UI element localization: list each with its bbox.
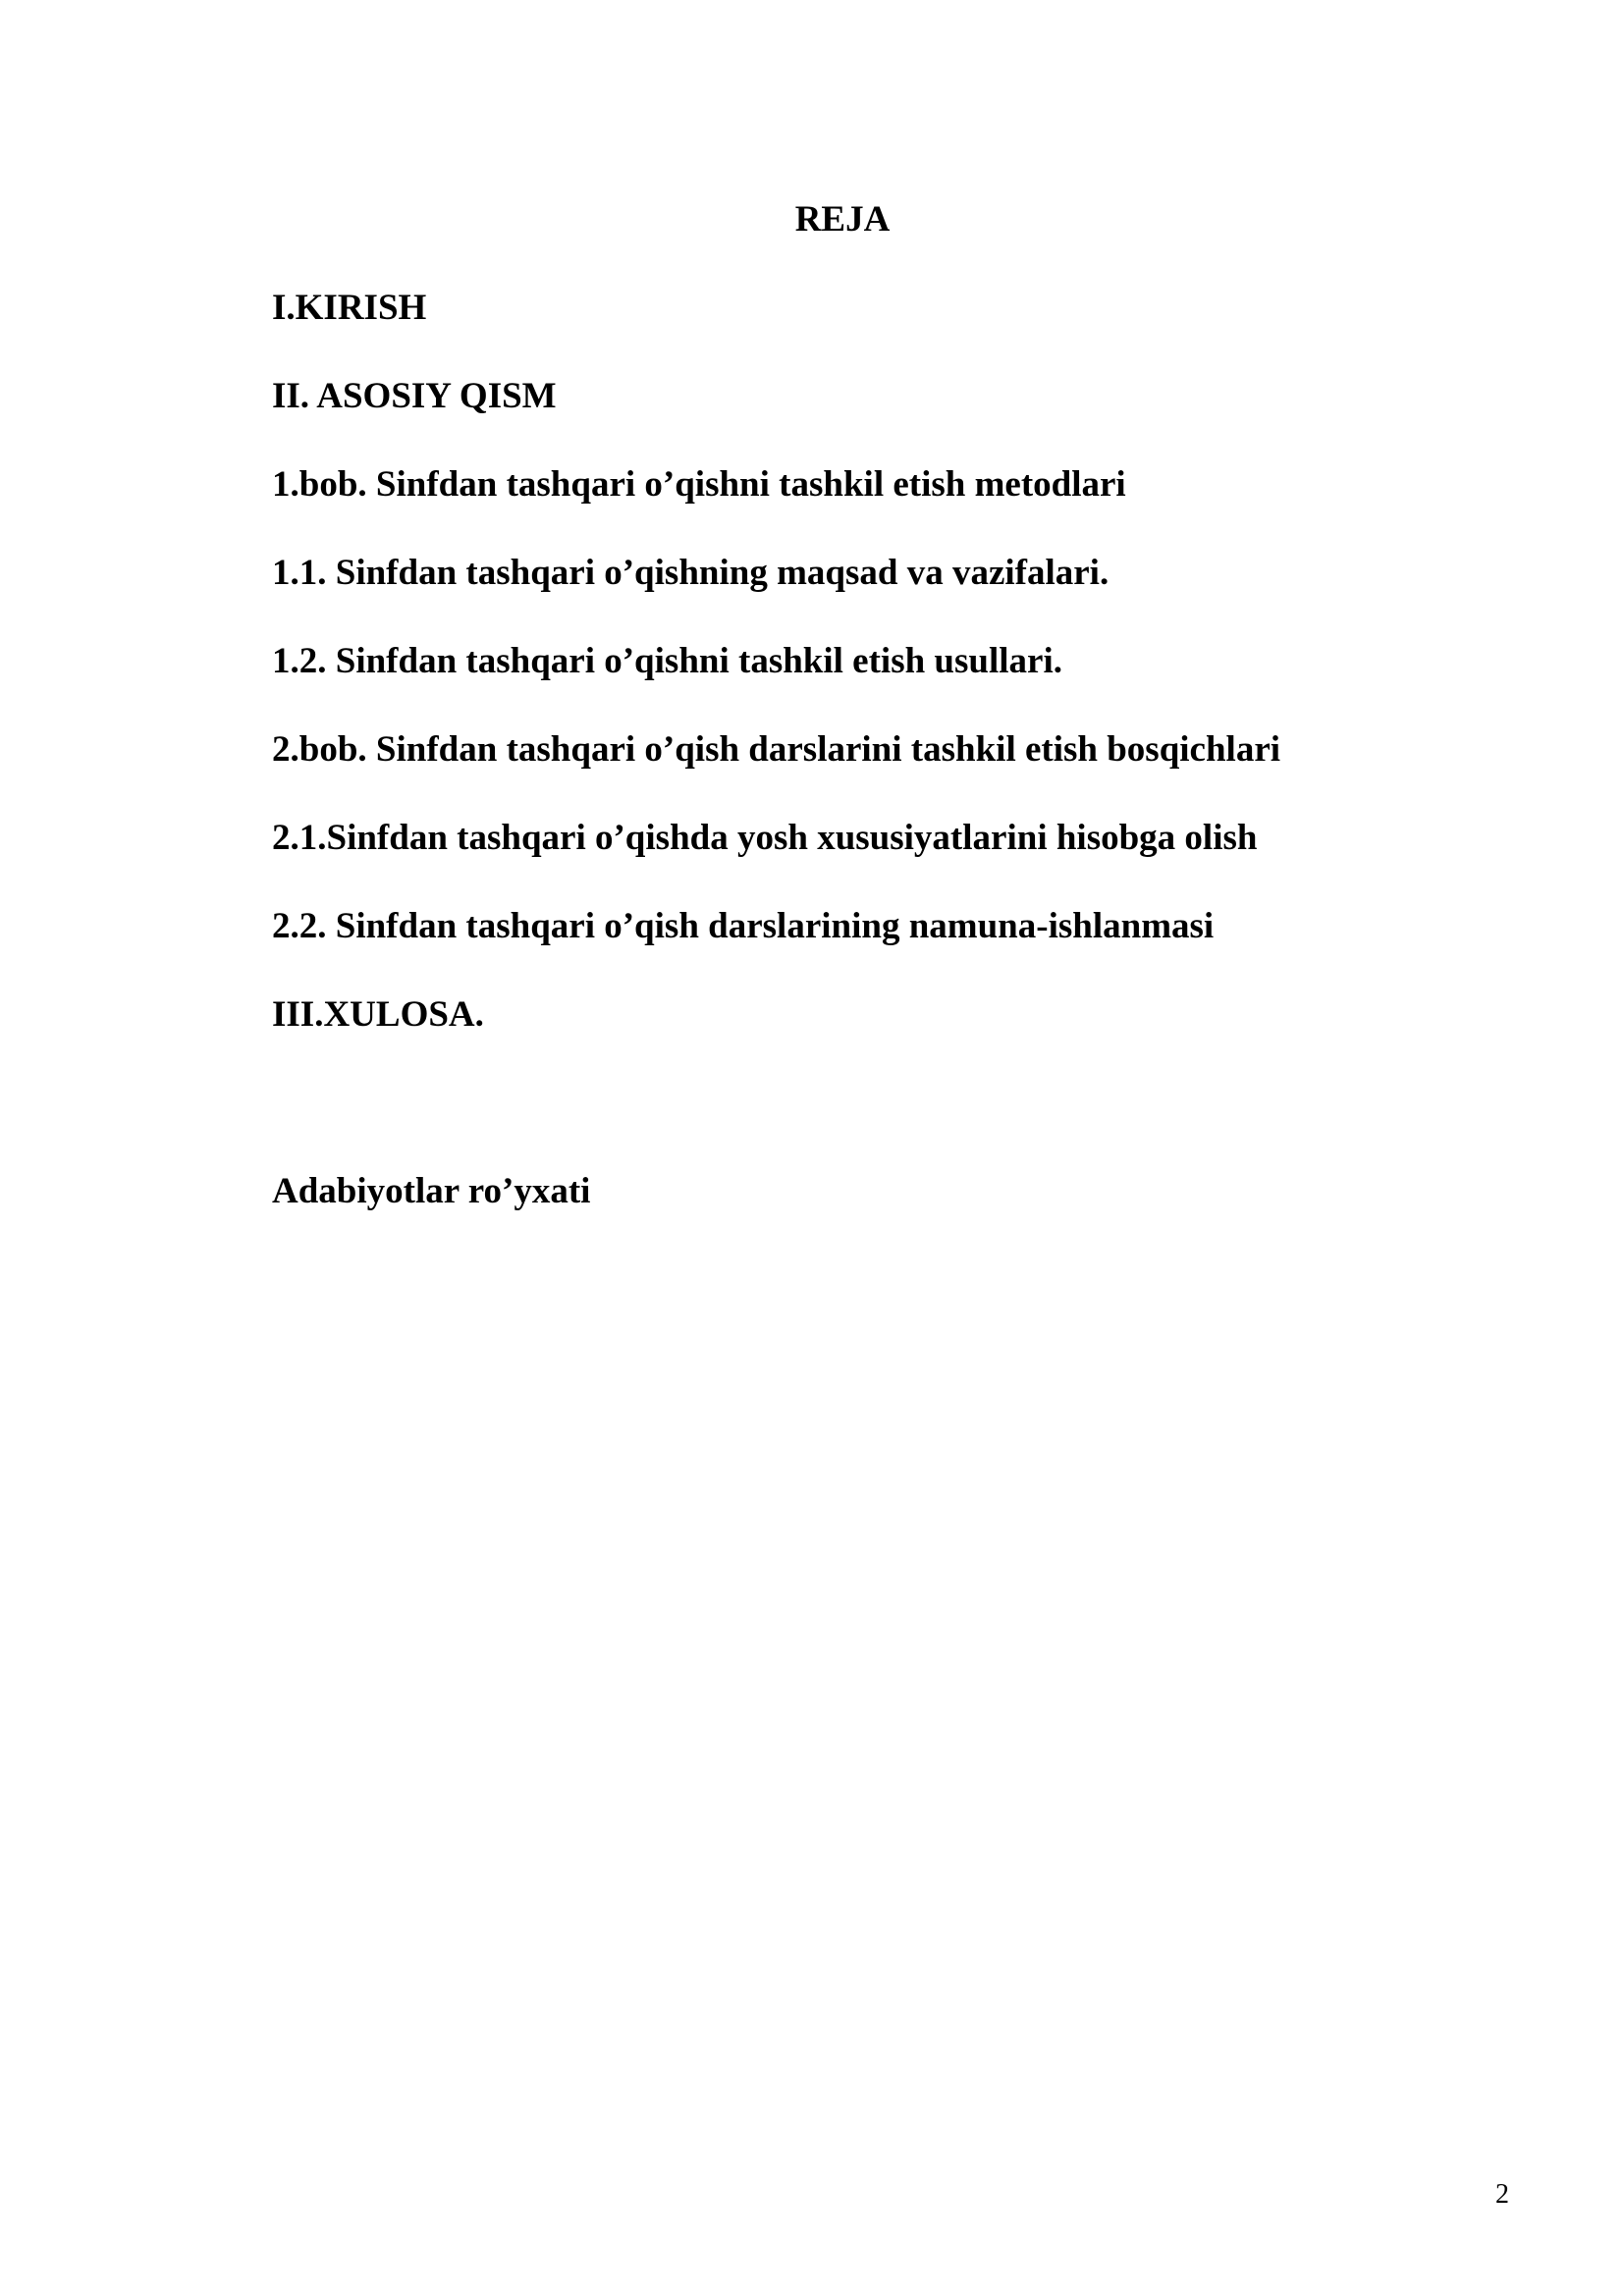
toc-item-section-1-1: 1.1. Sinfdan tashqari o’qishning maqsad va vazifalari.: [272, 553, 1110, 593]
toc-item-chapter-2: 2.bob. Sinfdan tashqari o’qish darslarini tashkil etish bosqichlari: [272, 729, 1281, 770]
toc-item-section-2-1: 2.1.Sinfdan tashqari o’qishda yosh xususiyatlarini hisobga olish: [272, 818, 1258, 858]
page-number: 2: [1495, 2179, 1509, 2210]
toc-item-adabiyotlar: Adabiyotlar ro’yxati: [272, 1171, 591, 1211]
page-title: REJA: [794, 199, 891, 240]
toc-item-kirish: I.KIRISH: [272, 288, 427, 328]
toc-item-section-1-2: 1.2. Sinfdan tashqari o’qishni tashkil etish usullari.: [272, 641, 1063, 681]
toc-item-chapter-1: 1.bob. Sinfdan tashqari o’qishni tashkil etish metodlari: [272, 464, 1126, 505]
toc-item-asosiy-qism: II. ASOSIY QISM: [272, 376, 557, 416]
toc-item-xulosa: III.XULOSA.: [272, 994, 484, 1035]
toc-item-section-2-2: 2.2. Sinfdan tashqari o’qish darslarining namuna-ishlanmasi: [272, 906, 1215, 946]
